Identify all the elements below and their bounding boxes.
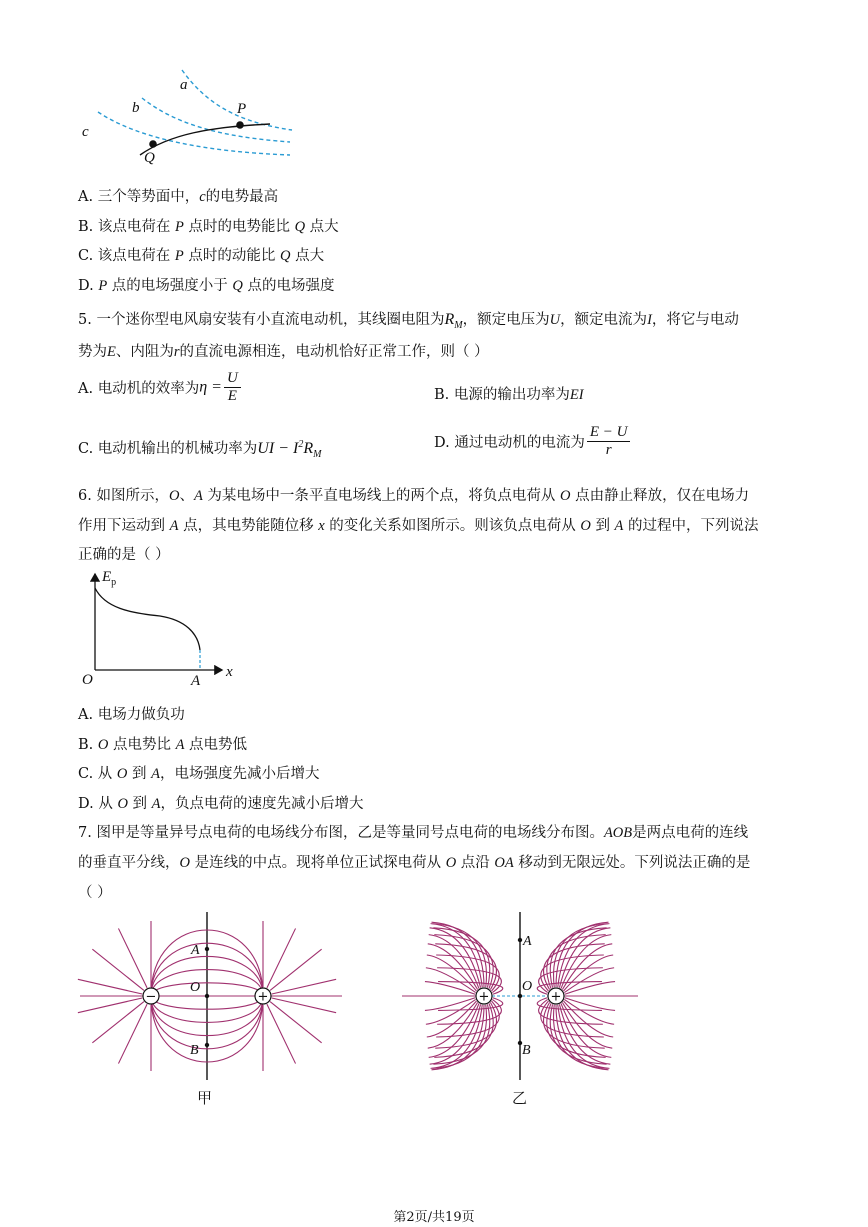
yi-label-b: B (522, 1043, 531, 1058)
graph-origin: O (82, 672, 93, 688)
field-line (427, 1001, 477, 1037)
field-line (564, 999, 614, 1024)
svg-text:+: + (478, 989, 490, 1005)
field-line (425, 982, 475, 995)
label-p: P (237, 101, 247, 117)
yi-label-a: A (523, 934, 532, 949)
equipotential-figure (70, 62, 310, 172)
q5-option-b: B. 电源的输出功率为EI (434, 387, 584, 403)
svg-text:+: + (257, 989, 269, 1005)
field-line (118, 928, 147, 987)
q7-stem-line2: 的垂直平分线，O 是连线的中点。现将单位正试探电荷从 O 点沿 OA 移动到无限远处。下列说法正确的是 (78, 855, 751, 871)
yi-caption: 乙 (512, 1089, 528, 1107)
q7-stem-line3: （ ） (78, 885, 112, 901)
q5-stem-line2: 势为E、内阻为r的直流电源相连，电动机恰好正常工作，则（ ） (78, 344, 489, 360)
label-b: b (132, 100, 140, 116)
point-a (518, 938, 522, 942)
graph-point-a: A (191, 673, 201, 689)
q5-option-d: D. 通过电动机的电流为 $\frac{E - U}{r}$ (434, 424, 632, 459)
field-line (118, 1004, 147, 1063)
jia-caption: 甲 (197, 1089, 213, 1107)
field-line (563, 955, 613, 991)
q4-option-a: A. 三个等势面中，c的电势最高 (78, 189, 279, 205)
graph-xlabel: x (226, 664, 233, 680)
page-footer: 第2页/共19页 (393, 1210, 475, 1225)
field-line (267, 1004, 296, 1063)
q4-option-c: C. 该点电荷在 P 点时的动能比 Q 点大 (78, 248, 325, 264)
field-line (564, 968, 614, 993)
yi-label-o: O (522, 979, 533, 994)
field-line (565, 982, 615, 995)
jia-label-b: B (190, 1043, 199, 1058)
field-line (267, 928, 296, 987)
equipotential-b (142, 98, 290, 142)
label-a: a (180, 77, 188, 93)
dipole-field-figure (80, 908, 345, 1088)
q5-option-c: C. 电动机输出的机械功率为UI − $I^2R_M$ (78, 439, 322, 460)
field-line (563, 1001, 613, 1037)
q6-stem-line1: 6. 如图所示，O、A 为某电场中一条平直电场线上的两个点，将负点电荷从 O 点由静止释放，仅在电场力 (78, 488, 750, 504)
q6-stem-line2: 作用下运动到 A 点，其电势能随位移 x 的变化关系如图所示。则该负点电荷从 O 到 A 的过程中，下列说法 (78, 518, 759, 534)
jia-label-a: A (191, 943, 200, 958)
q6-option-d: D. 从 O 到 A，负点电荷的速度先减小后增大 (78, 796, 364, 812)
q4-option-d: D. P 点的电场强度小于 Q 点的电场强度 (78, 278, 335, 294)
like-charges-field-figure (398, 908, 643, 1088)
q5-option-a: A. 电动机的效率为η = $\frac{U}{E}$ (78, 370, 243, 405)
q6-stem-line3: 正确的是（ ） (78, 547, 170, 563)
graph-ylabel: $E_p$ (102, 569, 117, 588)
point-p (236, 121, 244, 129)
q6-option-c: C. 从 O 到 A，电场强度先减小后增大 (78, 766, 320, 782)
point-a (205, 947, 209, 951)
equipotential-c (98, 112, 290, 155)
field-line (427, 955, 477, 991)
field-line (565, 998, 615, 1011)
q7-stem-line1: 7. 图甲是等量异号点电荷的电场线分布图，乙是等量同号点电荷的电场线分布图。AOB是两点电荷的连线 (78, 825, 749, 841)
equipotential-a (182, 70, 292, 130)
point-q (149, 140, 157, 148)
field-line (426, 968, 476, 993)
label-q: Q (144, 150, 155, 166)
point-b (205, 1043, 209, 1047)
q6-option-b: B. O 点电势比 A 点电势低 (78, 737, 248, 753)
point-o (205, 994, 209, 998)
q6-option-a: A. 电场力做负功 (78, 707, 185, 723)
jia-label-o: O (190, 980, 201, 995)
q4-option-b: B. 该点电荷在 P 点时的电势能比 Q 点大 (78, 219, 339, 235)
field-line (425, 998, 475, 1011)
svg-text:+: + (550, 989, 562, 1005)
svg-text:−: − (145, 989, 157, 1005)
field-line (426, 999, 476, 1024)
label-c: c (82, 124, 89, 140)
ep-curve (95, 588, 200, 650)
q5-stem-line1: 5. 一个迷你型电风扇安装有小直流电动机，其线圈电阻为$R_M$，额定电压为U，额定电流为I，将它与电动 (78, 311, 739, 331)
